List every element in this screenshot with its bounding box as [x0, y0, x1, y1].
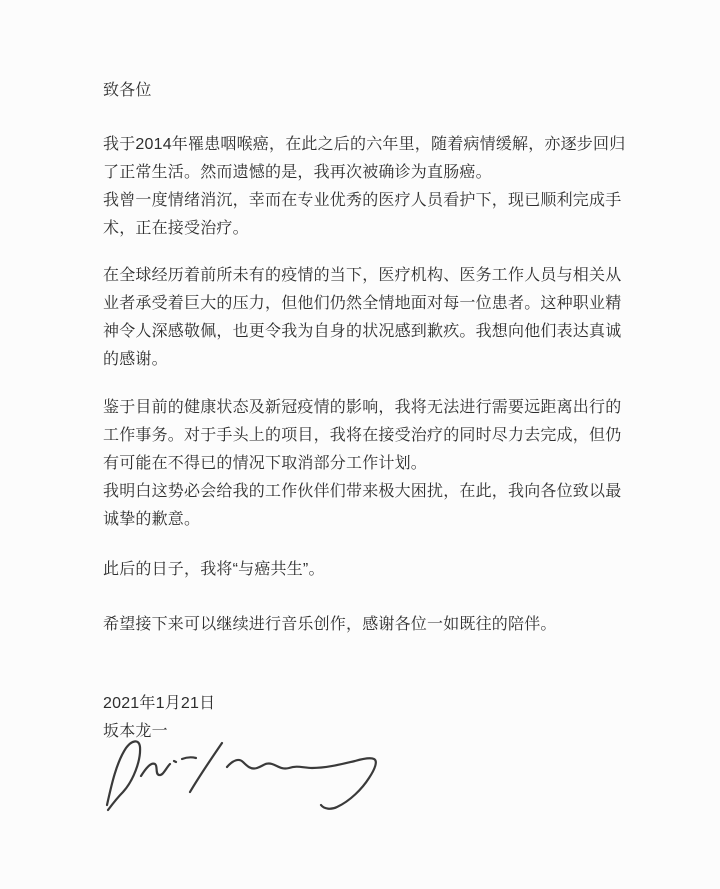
salutation: 致各位	[103, 82, 152, 99]
signature-stroke-slash	[190, 743, 222, 792]
signature-svg	[90, 731, 382, 823]
signer-name: 坂本龙一	[103, 723, 168, 740]
signature-stroke-wave	[227, 758, 376, 809]
paragraph-2	[103, 262, 625, 374]
paragraph-1	[103, 131, 625, 243]
letter-line: 神令人深感敬佩，也更令我为自身的状况感到歉疚。我想向他们表达真诚	[103, 323, 622, 340]
handwritten-signature	[90, 731, 382, 823]
letter-line: 此后的日子，我将“与癌共生”。	[103, 561, 325, 578]
letter-date: 2021年1月21日	[103, 695, 216, 712]
letter-line: 了正常生活。然而遗憾的是，我再次被确诊为直肠癌。	[103, 164, 492, 181]
letter-body	[103, 77, 625, 746]
letter-line: 业者承受着巨大的压力，但他们仍然全情地面对每一位患者。这种职业精	[103, 295, 622, 312]
letter-line: 有可能在不得已的情况下取消部分工作计划。	[103, 455, 428, 472]
paragraph-3	[103, 394, 625, 534]
signature-stroke-loop	[107, 741, 140, 810]
signature-stroke-dot	[174, 761, 176, 762]
letter-line: 在全球经历着前所未有的疫情的当下，医疗机构、医务工作人员与相关从	[103, 267, 622, 284]
paragraph-5	[103, 611, 625, 639]
signature-stroke-dash	[182, 757, 196, 759]
letter-line: 诚挚的歉意。	[103, 511, 201, 528]
letter-line: 我曾一度情绪消沉，幸而在专业优秀的医疗人员看护下，现已顺利完成手	[103, 192, 622, 209]
letter-line: 我明白这势必会给我的工作伙伴们带来极大困扰，在此，我向各位致以最	[103, 483, 622, 500]
signature-stroke-squiggle	[141, 764, 170, 776]
letter-line: 我于2014年罹患咽喉癌，在此之后的六年里，随着病情缓解，亦逐步回归	[103, 136, 626, 153]
paragraph-4	[103, 556, 625, 584]
letter-line: 的感谢。	[103, 351, 168, 368]
letter-line: 希望接下来可以继续进行音乐创作，感谢各位一如既往的陪伴。	[103, 616, 557, 633]
letter-line: 术，正在接受治疗。	[103, 220, 249, 237]
letter-line: 鉴于目前的健康状态及新冠疫情的影响，我将无法进行需要远距离出行的	[103, 399, 622, 416]
letter-line: 工作事务。对于手头上的项目，我将在接受治疗的同时尽力去完成，但仍	[103, 427, 622, 444]
